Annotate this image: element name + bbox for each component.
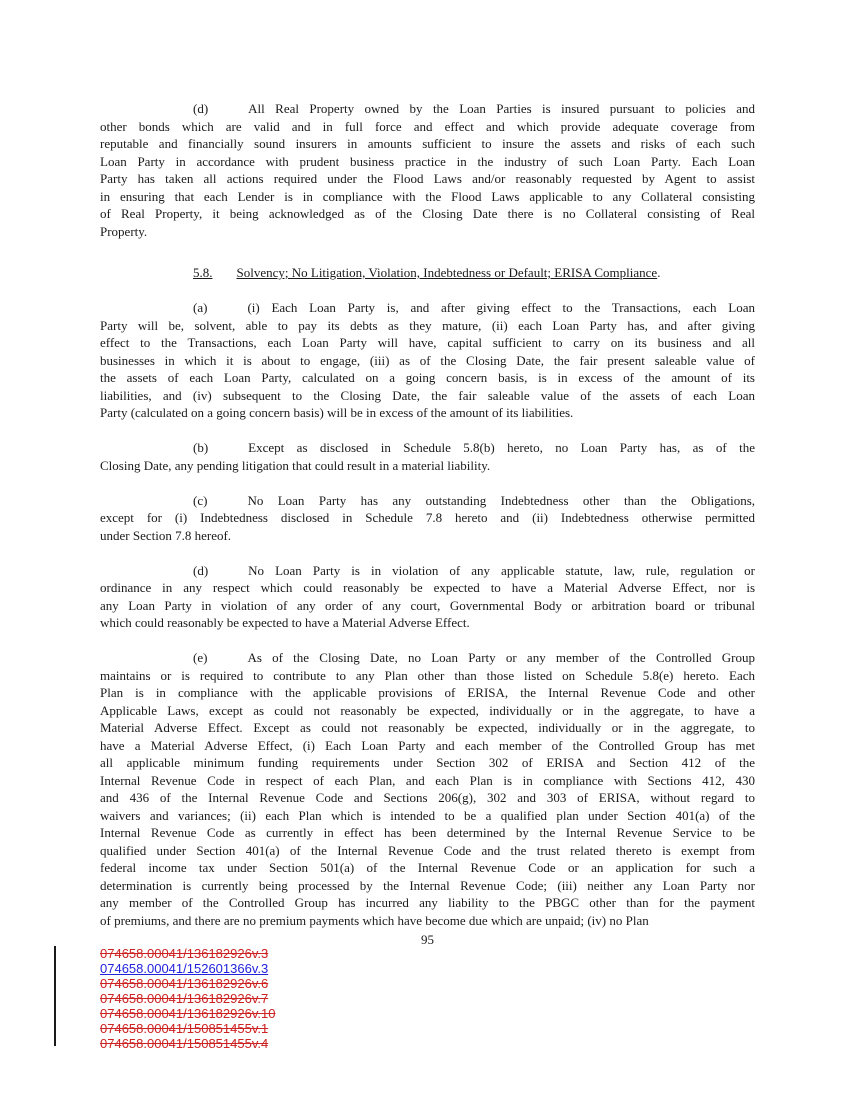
revision-line-deleted: 074658.00041/150851455v.1 (100, 1021, 269, 1036)
text-line: Internal Revenue Code as currently in effect has been determined by the Internal Revenue Service to be (100, 825, 755, 840)
paragraph-label: (d) (193, 101, 209, 116)
text-line: Property. (100, 223, 148, 239)
text-line: reputable and financially sound insurers in amounts sufficient to insure the assets and risks of each such (100, 136, 755, 151)
line-text: (i) Each Loan Party is, and after giving effect to the Transactions, each Loan (247, 300, 755, 315)
paragraph-label: (e) (193, 650, 208, 665)
paragraph (100, 562, 755, 632)
tab-spacer (100, 112, 193, 113)
text-line: Material Adverse Effect. Except as could not reasonably be expected, individually or in the aggregate, to (100, 720, 755, 735)
tab-spacer (208, 112, 248, 113)
section-title: Solvency; No Litigation, Violation, Indebtedness or Default; ERISA Compliance (236, 265, 658, 280)
text-line: and 436 of the Internal Revenue Code and Sections 206(g), 302 and 303 of ERISA, without regard to (100, 790, 755, 805)
text-line: which could reasonably be expected to have a Material Adverse Effect. (100, 615, 470, 630)
text-line: effect to the Transactions, each Loan Party will have, capital sufficient to carry on its business and all (100, 335, 755, 350)
tab-spacer (100, 661, 193, 662)
tab-spacer (100, 451, 193, 452)
text-line: determination is currently being processed by the Internal Revenue Code; (iii) neither any Loan Party nor (100, 877, 755, 893)
line-text: No Loan Party has any outstanding Indebtedness other than the Obligations, (247, 492, 755, 508)
revision-line-inserted: 074658.00041/152601366v.3 (100, 961, 269, 976)
tab-spacer (208, 574, 248, 575)
text-line: federal income tax under Section 501(a) of the Internal Revenue Code or an application for such a (100, 860, 755, 875)
text-line: maintains or is required to contribute to any Plan other than those listed on Schedule 5.8(e) hereto. Each (100, 667, 755, 683)
text-line (100, 299, 755, 317)
text-line: Closing Date, any pending litigation that could result in a material liability. (100, 457, 491, 473)
tab-spacer (207, 311, 247, 312)
paragraph (100, 649, 755, 929)
text-line: businesses in which it is about to engage, (iii) as of the Closing Date, the fair present saleable value of (100, 352, 755, 368)
paragraph-label: (c) (193, 492, 208, 508)
line-text: All Real Property owned by the Loan Parties is insured pursuant to policies and (248, 101, 755, 116)
paragraph (100, 100, 755, 240)
section-title-period: . (657, 265, 661, 280)
text-line: in ensuring that each Lender is in compliance with the Flood Laws applicable to any Collateral consisting (100, 188, 755, 204)
tab-spacer (208, 451, 248, 452)
text-line: any member of the Controlled Group has incurred any liability to the PBGC other than for the payment (100, 895, 755, 910)
text-line (100, 100, 755, 118)
text-line (100, 562, 755, 580)
text-line: Internal Revenue Code in respect of each Plan, and each Plan is in compliance with Sections 412, 430 (100, 772, 755, 788)
text-line: qualified under Section 401(a) of the Internal Revenue Code and the trust related thereto is exempt from (100, 842, 755, 858)
revision-line-deleted: 074658.00041/136182926v.6 (100, 976, 269, 991)
paragraph (100, 492, 755, 545)
revision-change-bar (54, 946, 56, 1046)
revision-line-deleted: 074658.00041/136182926v.3 (100, 946, 269, 961)
text-line: of Real Property, it being acknowledged as of the Closing Date there is no Collateral consisting of Real (100, 206, 755, 221)
document-body (100, 100, 755, 929)
text-line: Party has taken all actions required under the Flood Laws and/or reasonably requested by Agent to assist (100, 171, 755, 186)
text-line: all applicable minimum funding requirements under Section 302 of ERISA and Section 412 of the (100, 755, 755, 770)
text-line: ordinance in any respect which could reasonably be expected to have a Material Adverse Effect, nor is (100, 580, 755, 595)
paragraph (100, 439, 755, 474)
text-line: the assets of each Loan Party, calculated on a going concern basis, is in excess of the amount of its (100, 370, 755, 385)
revision-line-deleted: 074658.00041/136182926v.7 (100, 991, 269, 1006)
line-text: No Loan Party is in violation of any applicable statute, law, rule, regulation or (248, 562, 755, 578)
text-line: Plan is in compliance with the applicable provisions of ERISA, the Internal Revenue Code and other (100, 685, 755, 700)
paragraph-label: (b) (193, 440, 209, 455)
tab-spacer (100, 504, 193, 505)
footer-revision-block (100, 946, 275, 1051)
revision-line-deleted: 074658.00041/136182926v.10 (100, 1006, 276, 1021)
paragraph-label: (a) (193, 300, 208, 315)
tab-spacer (100, 311, 193, 312)
tab-spacer (213, 276, 237, 277)
text-line (100, 649, 755, 667)
paragraph-label: (d) (193, 562, 209, 578)
tab-spacer (100, 276, 193, 277)
line-text: As of the Closing Date, no Loan Party or any member of the Controlled Group (247, 650, 755, 665)
text-line: Party (calculated on a going concern basis) will be in excess of the amount of its liabilities. (100, 405, 574, 420)
text-line: other bonds which are valid and in full force and effect and which provide adequate coverage from (100, 118, 755, 134)
text-line: Party will be, solvent, able to pay its debts as they mature, (ii) each Loan Party has, and after giving (100, 317, 755, 333)
line-text: Except as disclosed in Schedule 5.8(b) hereto, no Loan Party has, as of the (248, 440, 755, 455)
text-line (100, 439, 755, 457)
text-line: have a Material Adverse Effect, (i) Each Loan Party and each member of the Controlled Group has met (100, 737, 755, 753)
section-heading (100, 264, 755, 282)
text-line: any Loan Party in violation of any order of any court, Governmental Body or arbitration board or tribunal (100, 597, 755, 613)
tab-spacer (207, 504, 247, 505)
tab-spacer (100, 574, 193, 575)
text-line: except for (i) Indebtedness disclosed in Schedule 7.8 hereto and (ii) Indebtedness otherwise permitted (100, 510, 755, 525)
page-number: 95 (421, 932, 434, 947)
section-number: 5.8. (193, 265, 213, 280)
text-line (100, 492, 755, 510)
text-line: of premiums, and there are no premium payments which have become due which are unpaid; (iv) no Plan (100, 912, 649, 928)
text-line: waivers and variances; (ii) each Plan which is intended to be a qualified plan under Section 401(a) of the (100, 807, 755, 823)
paragraph (100, 299, 755, 422)
text-line: liabilities, and (iv) subsequent to the Closing Date, the fair saleable value of the assets of each Loan (100, 387, 755, 403)
text-line: Applicable Laws, except as could not reasonably be expected, individually or in the aggregate, to have a (100, 702, 755, 718)
text-line: Loan Party in accordance with prudent business practice in the industry of such Loan Party. Each Loan (100, 153, 755, 169)
revision-line-deleted: 074658.00041/150851455v.4 (100, 1036, 269, 1051)
tab-spacer (207, 661, 247, 662)
text-line: under Section 7.8 hereof. (100, 527, 232, 543)
